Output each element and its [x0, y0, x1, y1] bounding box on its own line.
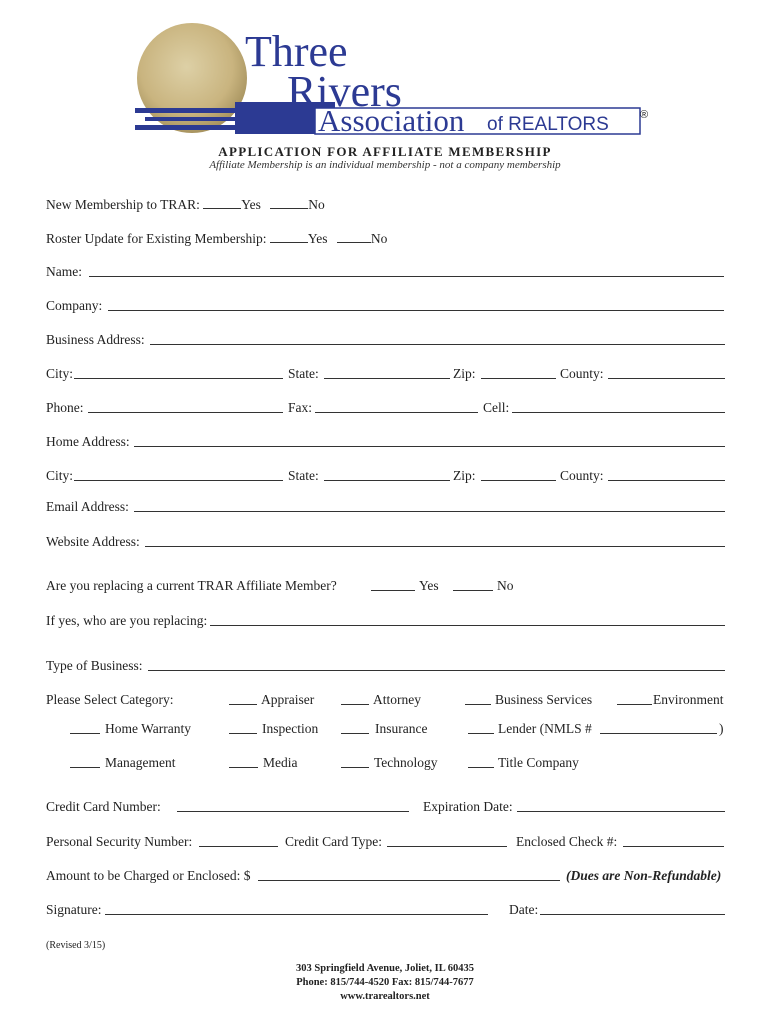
category-label: Please Select Category:	[46, 692, 174, 707]
business-state-label: State:	[288, 366, 319, 381]
business-county-field[interactable]	[608, 378, 725, 379]
replacing-who-field[interactable]	[210, 625, 725, 626]
cell-field[interactable]	[512, 412, 725, 413]
home-address-label: Home Address:	[46, 434, 130, 449]
replacing-who-label: If yes, who are you replacing:	[46, 613, 208, 628]
replacing-no-label: No	[497, 578, 514, 593]
business-city-field[interactable]	[74, 378, 283, 379]
date-label: Date:	[509, 902, 539, 917]
logo-registered-mark: ®	[640, 109, 649, 121]
home-county-label: County:	[560, 468, 604, 483]
category-environment-label: Environment	[653, 692, 724, 707]
business-address-label: Business Address:	[46, 332, 145, 347]
footer-phone: Phone: 815/744-4520 Fax: 815/744-7677	[296, 977, 474, 988]
home-city-label: City:	[46, 468, 74, 483]
category-inspection-blank[interactable]	[229, 733, 257, 734]
credit-card-number-field[interactable]	[177, 811, 409, 812]
category-home-warranty-blank[interactable]	[70, 733, 100, 734]
dues-note-text: Dues are Non-Refundable	[570, 868, 717, 883]
amount-label: Amount to be Charged or Enclosed: $	[46, 868, 251, 883]
category-technology-label: Technology	[374, 755, 438, 770]
date-field[interactable]	[540, 914, 725, 915]
credit-card-type-label: Credit Card Type:	[285, 834, 383, 849]
category-environment-blank[interactable]	[617, 704, 652, 705]
type-of-business-label: Type of Business:	[46, 658, 143, 673]
category-title-company-blank[interactable]	[468, 767, 494, 768]
category-technology-blank[interactable]	[341, 767, 369, 768]
business-address-field[interactable]	[150, 344, 725, 345]
replacing-yes-blank[interactable]	[371, 590, 415, 591]
name-label: Name:	[46, 264, 82, 279]
new-membership-label: New Membership to TRAR:	[46, 197, 200, 212]
business-city-label: City:	[46, 366, 74, 381]
home-city-field[interactable]	[74, 480, 283, 481]
category-lender-label: Lender (NMLS #	[498, 721, 592, 736]
dues-note: (Dues are Non-Refundable)	[566, 868, 722, 883]
home-zip-field[interactable]	[481, 480, 556, 481]
category-management-blank[interactable]	[70, 767, 100, 768]
category-business-services-blank[interactable]	[465, 704, 491, 705]
revised-note: (Revised 3/15)	[46, 940, 106, 951]
category-media-blank[interactable]	[229, 767, 258, 768]
logo-association: Association	[318, 103, 465, 138]
form-title: APPLICATION FOR AFFILIATE MEMBERSHIP	[218, 144, 552, 159]
business-zip-label: Zip:	[453, 366, 476, 381]
category-insurance-blank[interactable]	[341, 733, 369, 734]
roster-update-yes-blank[interactable]	[270, 230, 308, 243]
category-lender-close: )	[719, 721, 724, 736]
logo-sun-circle	[137, 23, 247, 133]
lender-nmls-field[interactable]	[600, 733, 717, 734]
roster-update-row	[46, 230, 387, 247]
personal-security-field[interactable]	[199, 846, 278, 847]
company-label: Company:	[46, 298, 103, 313]
category-attorney-blank[interactable]	[341, 704, 369, 705]
roster-update-label: Roster Update for Existing Membership:	[46, 231, 267, 246]
roster-update-yes-label: Yes	[307, 231, 328, 246]
category-attorney-label: Attorney	[373, 692, 421, 707]
phone-label: Phone:	[46, 400, 84, 415]
home-county-field[interactable]	[608, 480, 725, 481]
business-county-label: County:	[560, 366, 604, 381]
signature-label: Signature:	[46, 902, 102, 917]
signature-field[interactable]	[105, 914, 488, 915]
new-membership-yes-label: Yes	[241, 197, 261, 212]
enclosed-check-label: Enclosed Check #:	[516, 834, 618, 849]
expiration-date-field[interactable]	[517, 811, 725, 812]
roster-update-no-label: No	[370, 231, 388, 246]
business-state-field[interactable]	[324, 378, 450, 379]
website-field[interactable]	[145, 546, 725, 547]
category-business-services-label: Business Services	[495, 692, 593, 707]
roster-update-no-blank[interactable]	[337, 230, 371, 243]
replacing-yes-label: Yes	[419, 578, 439, 593]
category-title-company-label: Title Company	[498, 755, 579, 770]
cell-label: Cell:	[483, 400, 510, 415]
logo-of-realtors: of REALTORS	[487, 114, 609, 135]
phone-field[interactable]	[88, 412, 283, 413]
enclosed-check-field[interactable]	[623, 846, 724, 847]
credit-card-number-label: Credit Card Number:	[46, 799, 161, 814]
home-state-label: State:	[288, 468, 319, 483]
association-logo	[135, 22, 655, 140]
footer-address: 303 Springfield Avenue, Joliet, IL 60435	[295, 963, 475, 974]
company-field[interactable]	[108, 310, 724, 311]
replacing-question: Are you replacing a current TRAR Affiliate Member?	[46, 578, 337, 593]
footer-website: www.trarealtors.net	[340, 991, 430, 1002]
credit-card-type-field[interactable]	[387, 846, 507, 847]
home-zip-label: Zip:	[453, 468, 476, 483]
category-inspection-label: Inspection	[262, 721, 319, 736]
replacing-no-blank[interactable]	[453, 590, 493, 591]
form-subtitle: Affiliate Membership is an individual membership - not a company membership	[209, 159, 561, 171]
category-insurance-label: Insurance	[375, 721, 428, 736]
type-of-business-field[interactable]	[148, 670, 725, 671]
category-management-label: Management	[105, 755, 176, 770]
amount-field[interactable]	[258, 880, 560, 881]
home-address-field[interactable]	[134, 446, 725, 447]
new-membership-no-blank[interactable]	[270, 196, 308, 209]
home-state-field[interactable]	[324, 480, 450, 481]
fax-field[interactable]	[315, 412, 478, 413]
category-appraiser-label: Appraiser	[261, 692, 315, 707]
new-membership-row	[46, 196, 325, 213]
category-media-label: Media	[263, 755, 298, 770]
personal-security-label: Personal Security Number:	[46, 834, 193, 849]
logo-three: Three	[245, 27, 348, 76]
category-lender-blank[interactable]	[468, 733, 494, 734]
logo-rivers: Rivers	[287, 67, 402, 116]
expiration-date-label: Expiration Date:	[423, 799, 513, 814]
new-membership-no-label: No	[308, 197, 325, 212]
category-appraiser-blank[interactable]	[229, 704, 257, 705]
category-home-warranty-label: Home Warranty	[105, 721, 192, 736]
new-membership-yes-blank[interactable]	[203, 196, 241, 209]
website-label: Website Address:	[46, 534, 140, 549]
business-zip-field[interactable]	[481, 378, 556, 379]
email-label: Email Address:	[46, 499, 129, 514]
fax-label: Fax:	[288, 400, 313, 415]
name-field[interactable]	[89, 276, 724, 277]
email-field[interactable]	[134, 511, 725, 512]
